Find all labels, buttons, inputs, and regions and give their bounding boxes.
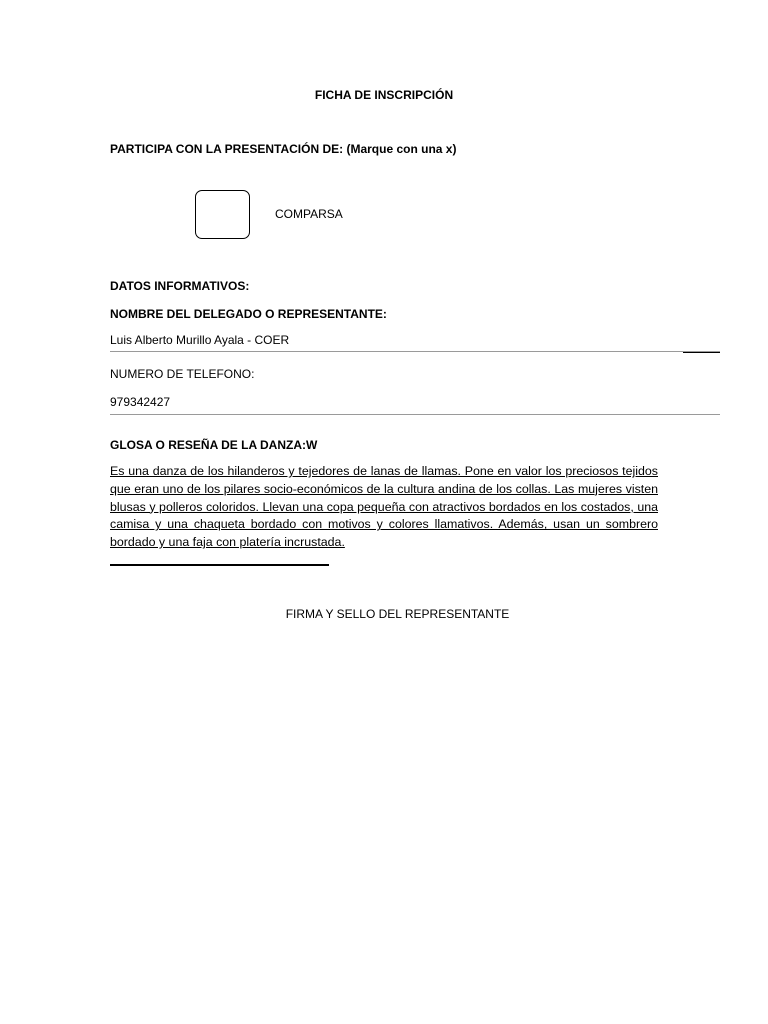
signature-label: FIRMA Y SELLO DEL REPRESENTANTE bbox=[285, 607, 510, 621]
section-title: DATOS INFORMATIVOS: bbox=[110, 279, 250, 293]
phone-value[interactable]: 979342427 bbox=[110, 395, 171, 409]
form-title: FICHA DE INSCRIPCIÓN bbox=[314, 88, 454, 102]
delegate-underline-accent bbox=[683, 352, 720, 353]
delegate-label: NOMBRE DEL DELEGADO O REPRESENTANTE: bbox=[110, 307, 387, 321]
phone-label: NUMERO DE TELEFONO: bbox=[110, 367, 255, 381]
phone-underline bbox=[110, 414, 720, 415]
participation-prompt: PARTICIPA CON LA PRESENTACIÓN DE: (Marque con una x) bbox=[110, 142, 457, 156]
dance-description[interactable]: Es una danza de los hilanderos y tejedores de lanas de llamas. Pone en valor los preciosos tejidos que eran uno de los pilares socio-económicos de la cultura andina de los collas. Las mujeres visten blusas y polleros coloridos. Llevan una copa pequeña con atractivos bordados en los costados, una camisa y una chaqueta bordado con motivos y colores llamativos. Además, usan un sombrero bordado y una faja con platería incrustada. bbox=[110, 464, 658, 550]
dance-label: GLOSA O RESEÑA DE LA DANZA:W bbox=[110, 438, 318, 452]
delegate-underline bbox=[110, 351, 720, 352]
signature-line bbox=[110, 564, 329, 566]
delegate-value[interactable]: Luis Alberto Murillo Ayala - COER bbox=[110, 333, 290, 347]
comparsa-label: COMPARSA bbox=[275, 207, 343, 221]
comparsa-checkbox[interactable] bbox=[195, 190, 250, 239]
